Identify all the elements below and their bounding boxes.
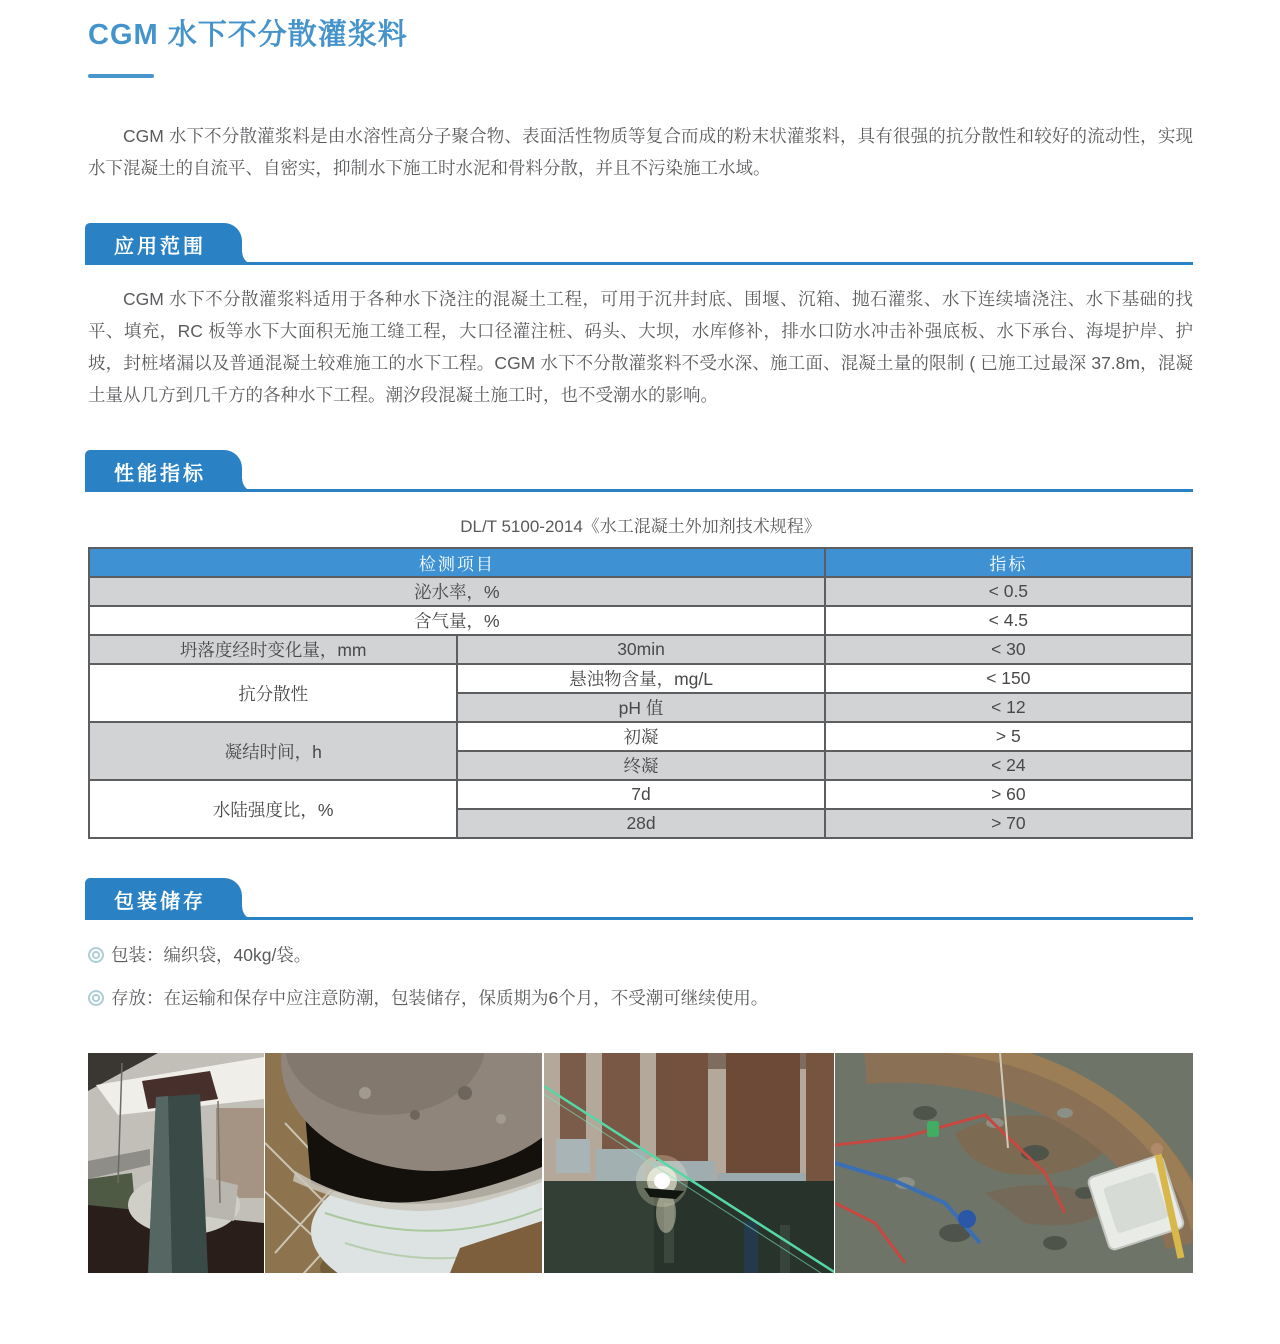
- pier-column-grouting-photo: [88, 1053, 264, 1273]
- performance-table: [88, 547, 1193, 839]
- table-cell: > 60: [825, 780, 1192, 809]
- table-cell: 初凝: [457, 722, 824, 751]
- section-badge-packaging: 包装储存: [85, 878, 242, 920]
- packaging-bullets: [88, 940, 1193, 1013]
- table-cell: pH 值: [457, 693, 824, 722]
- application-paragraph: CGM 水下不分散灌浆料适用于各种水下浇注的混凝土工程，可用于沉井封底、围堰、沉箱、抛石灌浆、水下连续墙浇注、水下基础的找平、填充，RC 板等水下大面积无施工缝工程，大口径灌注桩、码头、大坝，水库修补，排水口防水冲击补强底板、水下承台、海堤护岸、护坡，封桩堵漏以及普通混凝土较难施工的水下工程。CGM 水下不分散灌浆料不受水深、施工面、混凝土量的限制 ( 已施工过最深 37.8m，混凝土量从几方到几千方的各种水下工程。潮汐段混凝土施工时，也不受潮水的影响。: [88, 289, 1193, 405]
- double-circle-bullet-icon: [92, 994, 100, 1002]
- table-cell: 凝结时间，h: [89, 722, 457, 780]
- table-cell: > 70: [825, 809, 1192, 838]
- list-item: [88, 983, 1193, 1013]
- list-item: [88, 940, 1193, 970]
- bridge-piers-underwater-repair-photo: [544, 1053, 834, 1273]
- section-head-packaging: [88, 881, 1193, 920]
- page-title: CGM 水下不分散灌浆料: [88, 19, 408, 51]
- table-cell: 7d: [457, 780, 824, 809]
- site-photo-strip: [88, 1053, 1193, 1273]
- cofferdam-pit-excavation-photo: [835, 1053, 1193, 1273]
- table-cell: 30min: [457, 635, 824, 664]
- table-cell: 水陆强度比，%: [89, 780, 457, 838]
- table-cell: 抗分散性: [89, 664, 457, 722]
- table-cell: < 30: [825, 635, 1192, 664]
- table-cell: 终凝: [457, 751, 824, 780]
- standard-caption: DL/T 5100-2014《水工混凝土外加剂技术规程》: [460, 517, 821, 536]
- table-cell: < 150: [825, 664, 1192, 693]
- table-row: [89, 722, 1192, 751]
- table-cell: 含气量，%: [89, 606, 825, 635]
- table-cell: < 24: [825, 751, 1192, 780]
- intro-paragraph: CGM 水下不分散灌浆料是由水溶性高分子聚合物、表面活性物质等复合而成的粉末状灌浆料，具有很强的抗分散性和较好的流动性，实现水下混凝土的自流平、自密实，抑制水下施工时水泥和骨料分散，并且不污染施工水域。: [88, 126, 1193, 178]
- table-row: [89, 606, 1192, 635]
- double-circle-bullet-icon: [92, 951, 100, 959]
- section-head-performance: [88, 453, 1193, 492]
- table-header-row: [89, 548, 1192, 577]
- table-cell: 坍落度经时变化量，mm: [89, 635, 457, 664]
- table-cell: > 5: [825, 722, 1192, 751]
- table-cell: < 12: [825, 693, 1192, 722]
- concrete-column-base-closeup-photo: [265, 1053, 542, 1273]
- table-cell: 悬浊物含量，mg/L: [457, 664, 824, 693]
- section-badge-performance: 性能指标: [85, 450, 242, 492]
- table-row: [89, 577, 1192, 606]
- table-cell: 泌水率，%: [89, 577, 825, 606]
- title-underline: [88, 74, 154, 78]
- table-cell: 28d: [457, 809, 824, 838]
- section-badge-application: 应用范围: [85, 223, 242, 265]
- table-row: [89, 780, 1192, 809]
- bullet-text: 包装：编织袋，40kg/袋。: [111, 945, 312, 965]
- section-head-application: [88, 226, 1193, 265]
- table-row: [89, 635, 1192, 664]
- concrete-column-base-closeup-photo: [265, 1053, 542, 1273]
- table-cell: < 0.5: [825, 577, 1192, 606]
- bridge-piers-underwater-repair-photo: [544, 1053, 834, 1273]
- table-cell: < 4.5: [825, 606, 1192, 635]
- pier-column-grouting-photo: [88, 1053, 264, 1273]
- bullet-text: 存放：在运输和保存中应注意防潮，包装储存，保质期为6个月，不受潮可继续使用。: [111, 988, 769, 1008]
- cofferdam-pit-excavation-photo: [835, 1053, 1193, 1273]
- table-header-index: 指标: [825, 548, 1192, 577]
- table-header-item: 检测项目: [89, 548, 825, 577]
- table-row: [89, 664, 1192, 693]
